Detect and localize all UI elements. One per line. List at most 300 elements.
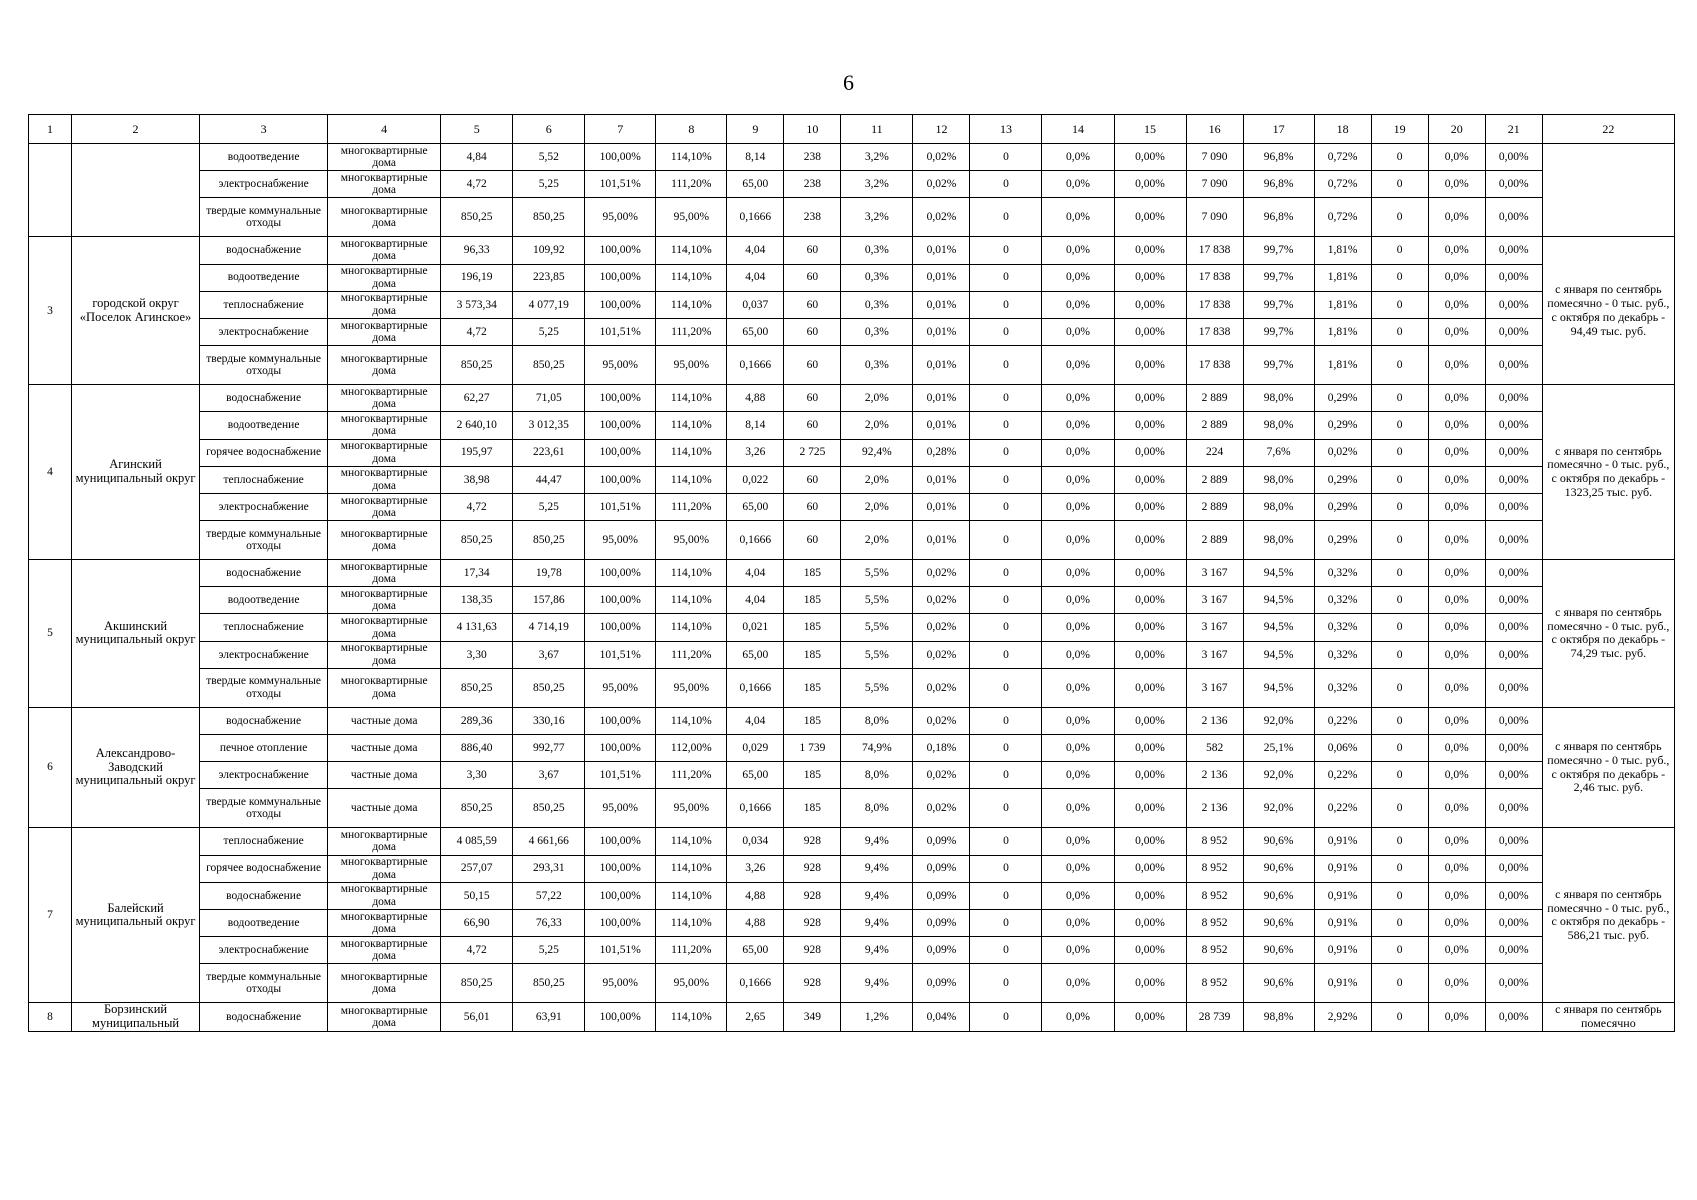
table-cell: 0,00%	[1485, 198, 1542, 237]
table-cell: 0	[970, 828, 1042, 855]
service-name: электроснабжение	[200, 493, 328, 520]
table-row	[29, 144, 1675, 171]
column-header: 14	[1042, 115, 1114, 144]
table-cell: 100,00%	[585, 707, 656, 734]
housing-type: частные дома	[328, 762, 441, 789]
table-cell: 0	[970, 882, 1042, 909]
row-number: 4	[29, 385, 72, 560]
table-cell: 92,0%	[1243, 762, 1314, 789]
table-cell: 65,00	[727, 937, 784, 964]
table-cell: 90,6%	[1243, 909, 1314, 936]
table-cell: 0,22%	[1314, 762, 1371, 789]
table-cell: 4,88	[727, 882, 784, 909]
table-cell: 0,0%	[1042, 668, 1114, 707]
table-row	[29, 668, 1675, 707]
table-cell: 0,0%	[1428, 762, 1485, 789]
municipality-name: Агинский муниципальный округ	[72, 385, 200, 560]
table-cell: 0	[1371, 789, 1428, 828]
table-cell: 0,0%	[1428, 855, 1485, 882]
table-cell: 0,91%	[1314, 909, 1371, 936]
table-row	[29, 641, 1675, 668]
table-cell: 0,01%	[913, 466, 970, 493]
column-header: 13	[970, 115, 1042, 144]
table-cell: 44,47	[513, 466, 585, 493]
municipality-name	[72, 144, 200, 237]
table-cell: 185	[784, 614, 841, 641]
table-cell: 63,91	[513, 1003, 585, 1032]
table-cell: 0,1666	[727, 521, 784, 560]
table-cell: 0,00%	[1485, 412, 1542, 439]
table-cell: 5,5%	[841, 587, 913, 614]
table-cell: 96,8%	[1243, 198, 1314, 237]
table-cell: 0,29%	[1314, 385, 1371, 412]
table-cell: 114,10%	[656, 439, 727, 466]
table-cell: 0,09%	[913, 937, 970, 964]
table-cell: 223,85	[513, 264, 585, 291]
table-cell: 0,02%	[913, 144, 970, 171]
table-cell: 98,0%	[1243, 521, 1314, 560]
table-cell: 0,0%	[1042, 198, 1114, 237]
table-cell: 0,01%	[913, 318, 970, 345]
housing-type: многоквартирные дома	[328, 668, 441, 707]
service-name: твердые коммунальные отходы	[200, 668, 328, 707]
housing-type: многоквартирные дома	[328, 909, 441, 936]
table-cell: 5,25	[513, 493, 585, 520]
table-cell: 0	[1371, 291, 1428, 318]
table-cell: 0,72%	[1314, 198, 1371, 237]
table-cell: 0	[1371, 668, 1428, 707]
table-cell: 0,1666	[727, 198, 784, 237]
table-cell: 0	[1371, 412, 1428, 439]
service-name: теплоснабжение	[200, 614, 328, 641]
table-cell: 17 838	[1186, 318, 1243, 345]
table-cell: 0,0%	[1428, 346, 1485, 385]
column-header: 10	[784, 115, 841, 144]
service-name: водоснабжение	[200, 707, 328, 734]
column-header: 2	[72, 115, 200, 144]
table-cell: 100,00%	[585, 412, 656, 439]
table-cell: 0,0%	[1428, 937, 1485, 964]
municipality-name: городской округ «Поселок Агинское»	[72, 237, 200, 385]
table-cell: 17 838	[1186, 291, 1243, 318]
table-cell: 0,0%	[1042, 291, 1114, 318]
table-cell: 1,81%	[1314, 264, 1371, 291]
table-cell: 0,00%	[1485, 909, 1542, 936]
table-cell: 0,0%	[1042, 789, 1114, 828]
service-name: твердые коммунальные отходы	[200, 198, 328, 237]
table-row	[29, 385, 1675, 412]
table-cell: 0,32%	[1314, 560, 1371, 587]
housing-type: частные дома	[328, 789, 441, 828]
table-cell: 330,16	[513, 707, 585, 734]
table-cell: 114,10%	[656, 909, 727, 936]
table-cell: 4 714,19	[513, 614, 585, 641]
table-cell: 109,92	[513, 237, 585, 264]
table-cell: 850,25	[441, 668, 513, 707]
table-cell: 65,00	[727, 318, 784, 345]
table-cell: 0,00%	[1114, 346, 1186, 385]
table-cell: 3 167	[1186, 668, 1243, 707]
column-header: 17	[1243, 115, 1314, 144]
table-cell: 25,1%	[1243, 735, 1314, 762]
table-cell: 92,0%	[1243, 789, 1314, 828]
table-cell: 224	[1186, 439, 1243, 466]
column-header: 8	[656, 115, 727, 144]
table-cell: 60	[784, 291, 841, 318]
housing-type: многоквартирные дома	[328, 614, 441, 641]
table-cell: 92,4%	[841, 439, 913, 466]
table-cell: 3 573,34	[441, 291, 513, 318]
table-cell: 0,00%	[1485, 855, 1542, 882]
table-row	[29, 735, 1675, 762]
housing-type: многоквартирные дома	[328, 828, 441, 855]
table-row	[29, 493, 1675, 520]
table-cell: 0	[1371, 882, 1428, 909]
table-cell: 100,00%	[585, 144, 656, 171]
table-cell: 0,0%	[1428, 237, 1485, 264]
column-header: 21	[1485, 115, 1542, 144]
table-row	[29, 855, 1675, 882]
column-header: 5	[441, 115, 513, 144]
table-cell: 111,20%	[656, 762, 727, 789]
table-cell: 8 952	[1186, 882, 1243, 909]
table-cell: 0,034	[727, 828, 784, 855]
table-row	[29, 291, 1675, 318]
table-row	[29, 439, 1675, 466]
table-cell: 0,0%	[1042, 412, 1114, 439]
table-cell: 992,77	[513, 735, 585, 762]
table-cell: 101,51%	[585, 493, 656, 520]
housing-type: многоквартирные дома	[328, 855, 441, 882]
table-cell: 92,0%	[1243, 707, 1314, 734]
table-cell: 0,00%	[1114, 291, 1186, 318]
table-cell: 238	[784, 144, 841, 171]
table-cell: 0,91%	[1314, 937, 1371, 964]
table-cell: 0,02%	[913, 707, 970, 734]
table-cell: 0	[970, 1003, 1042, 1032]
table-cell: 0	[1371, 937, 1428, 964]
column-header: 9	[727, 115, 784, 144]
table-cell: 0,01%	[913, 346, 970, 385]
table-row	[29, 171, 1675, 198]
table-cell: 928	[784, 882, 841, 909]
table-cell: 0,00%	[1114, 762, 1186, 789]
table-cell: 4 077,19	[513, 291, 585, 318]
table-cell: 0,00%	[1114, 937, 1186, 964]
table-cell: 238	[784, 198, 841, 237]
table-cell: 0	[970, 439, 1042, 466]
table-cell: 7,6%	[1243, 439, 1314, 466]
service-name: электроснабжение	[200, 171, 328, 198]
table-cell: 0,00%	[1485, 937, 1542, 964]
housing-type: частные дома	[328, 735, 441, 762]
table-cell: 0,00%	[1485, 707, 1542, 734]
table-cell: 0,0%	[1428, 614, 1485, 641]
table-cell: 8 952	[1186, 909, 1243, 936]
table-cell: 0,00%	[1485, 466, 1542, 493]
table-cell: 0,0%	[1042, 237, 1114, 264]
table-cell: 0,00%	[1485, 171, 1542, 198]
table-cell: 0,0%	[1042, 762, 1114, 789]
table-cell: 0,0%	[1428, 466, 1485, 493]
table-cell: 0	[970, 587, 1042, 614]
table-cell: 0,00%	[1114, 560, 1186, 587]
table-cell: 4,88	[727, 909, 784, 936]
table-cell: 0,09%	[913, 855, 970, 882]
table-cell: 0	[1371, 762, 1428, 789]
table-cell: 3,2%	[841, 198, 913, 237]
table-cell: 886,40	[441, 735, 513, 762]
table-cell: 0,18%	[913, 735, 970, 762]
column-header: 19	[1371, 115, 1428, 144]
table-cell: 60	[784, 318, 841, 345]
table-cell: 0,02%	[1314, 439, 1371, 466]
table-row	[29, 198, 1675, 237]
table-cell: 101,51%	[585, 641, 656, 668]
table-cell: 0,0%	[1428, 318, 1485, 345]
table-cell: 0,01%	[913, 521, 970, 560]
table-row	[29, 762, 1675, 789]
table-row	[29, 614, 1675, 641]
table-cell: 0,00%	[1114, 439, 1186, 466]
table-cell: 0,0%	[1042, 439, 1114, 466]
table-cell: 0,0%	[1042, 735, 1114, 762]
table-cell: 0,0%	[1428, 641, 1485, 668]
service-name: теплоснабжение	[200, 828, 328, 855]
table-cell: 0,32%	[1314, 641, 1371, 668]
table-cell: 0	[1371, 346, 1428, 385]
column-header: 6	[513, 115, 585, 144]
table-cell: 850,25	[513, 346, 585, 385]
housing-type: многоквартирные дома	[328, 641, 441, 668]
table-cell: 5,5%	[841, 614, 913, 641]
table-cell: 0,09%	[913, 909, 970, 936]
table-cell: 0,0%	[1042, 707, 1114, 734]
table-cell: 9,4%	[841, 964, 913, 1003]
housing-type: многоквартирные дома	[328, 493, 441, 520]
table-cell: 0	[970, 789, 1042, 828]
table-cell: 4,04	[727, 237, 784, 264]
table-cell: 3,26	[727, 439, 784, 466]
table-cell: 0,0%	[1428, 735, 1485, 762]
municipality-name: Александрово-Заводский муниципальный округ	[72, 707, 200, 828]
column-header: 18	[1314, 115, 1371, 144]
table-cell: 65,00	[727, 641, 784, 668]
table-cell: 0,09%	[913, 882, 970, 909]
table-cell: 0,91%	[1314, 964, 1371, 1003]
table-cell: 257,07	[441, 855, 513, 882]
table-cell: 0,3%	[841, 237, 913, 264]
table-cell: 5,52	[513, 144, 585, 171]
table-cell: 100,00%	[585, 614, 656, 641]
table-cell: 0,00%	[1114, 641, 1186, 668]
table-row	[29, 318, 1675, 345]
housing-type: многоквартирные дома	[328, 560, 441, 587]
table-cell: 0	[970, 909, 1042, 936]
service-name: водоснабжение	[200, 560, 328, 587]
service-name: печное отопление	[200, 735, 328, 762]
table-cell: 5,25	[513, 171, 585, 198]
table-cell: 62,27	[441, 385, 513, 412]
table-cell: 66,90	[441, 909, 513, 936]
table-cell: 111,20%	[656, 493, 727, 520]
table-cell: 0,0%	[1428, 144, 1485, 171]
table-cell: 5,25	[513, 937, 585, 964]
housing-type: многоквартирные дома	[328, 937, 441, 964]
table-cell: 0,0%	[1042, 882, 1114, 909]
table-cell: 349	[784, 1003, 841, 1032]
table-cell: 0,00%	[1485, 587, 1542, 614]
table-cell: 90,6%	[1243, 855, 1314, 882]
service-name: теплоснабжение	[200, 291, 328, 318]
table-cell: 850,25	[441, 198, 513, 237]
table-cell: 0,00%	[1485, 668, 1542, 707]
table-cell: 8,14	[727, 144, 784, 171]
table-cell: 0	[1371, 707, 1428, 734]
table-cell: 850,25	[513, 964, 585, 1003]
housing-type: многоквартирные дома	[328, 587, 441, 614]
table-cell: 0,00%	[1485, 291, 1542, 318]
table-cell: 0	[970, 560, 1042, 587]
table-cell: 7 090	[1186, 198, 1243, 237]
table-cell: 850,25	[513, 668, 585, 707]
row-number: 6	[29, 707, 72, 828]
table-row	[29, 1003, 1675, 1032]
table-cell: 19,78	[513, 560, 585, 587]
table-cell: 9,4%	[841, 937, 913, 964]
table-cell: 56,01	[441, 1003, 513, 1032]
table-cell: 0,00%	[1485, 641, 1542, 668]
column-header: 11	[841, 115, 913, 144]
table-cell: 4,84	[441, 144, 513, 171]
housing-type: многоквартирные дома	[328, 439, 441, 466]
table-cell: 0,00%	[1114, 735, 1186, 762]
header-row	[29, 115, 1675, 144]
table-cell: 0	[1371, 521, 1428, 560]
table-cell: 0,00%	[1114, 909, 1186, 936]
table-cell: 928	[784, 964, 841, 1003]
service-name: водоснабжение	[200, 1003, 328, 1032]
data-table	[28, 114, 1675, 1032]
table-cell: 0,22%	[1314, 707, 1371, 734]
table-cell: 60	[784, 346, 841, 385]
table-cell: 8,0%	[841, 789, 913, 828]
table-cell: 1,81%	[1314, 291, 1371, 318]
table-cell: 99,7%	[1243, 318, 1314, 345]
table-cell: 99,7%	[1243, 291, 1314, 318]
table-cell: 0,00%	[1114, 237, 1186, 264]
table-cell: 0	[1371, 439, 1428, 466]
table-cell: 2,0%	[841, 466, 913, 493]
table-cell: 0,0%	[1042, 346, 1114, 385]
table-cell: 0	[1371, 855, 1428, 882]
table-cell: 2,0%	[841, 412, 913, 439]
table-cell: 5,5%	[841, 560, 913, 587]
table-cell: 0	[970, 668, 1042, 707]
table-cell: 0,0%	[1042, 171, 1114, 198]
table-cell: 98,0%	[1243, 466, 1314, 493]
table-cell: 0,00%	[1114, 264, 1186, 291]
table-cell: 0,00%	[1485, 789, 1542, 828]
table-cell: 0	[1371, 641, 1428, 668]
housing-type: многоквартирные дома	[328, 264, 441, 291]
table-cell: 3,30	[441, 762, 513, 789]
table-cell: 0,29%	[1314, 412, 1371, 439]
table-cell: 100,00%	[585, 1003, 656, 1032]
table-cell: 1,2%	[841, 1003, 913, 1032]
table-cell: 114,10%	[656, 412, 727, 439]
table-cell: 114,10%	[656, 614, 727, 641]
table-cell: 0,04%	[913, 1003, 970, 1032]
table-cell: 0,72%	[1314, 144, 1371, 171]
table-cell: 0,00%	[1114, 412, 1186, 439]
column-header: 20	[1428, 115, 1485, 144]
table-cell: 0,00%	[1114, 171, 1186, 198]
table-cell: 100,00%	[585, 882, 656, 909]
table-cell: 0,0%	[1042, 614, 1114, 641]
table-cell: 2,92%	[1314, 1003, 1371, 1032]
service-name: горячее водоснабжение	[200, 439, 328, 466]
table-cell: 65,00	[727, 171, 784, 198]
table-cell: 0,0%	[1428, 412, 1485, 439]
table-cell: 3,67	[513, 641, 585, 668]
housing-type: многоквартирные дома	[328, 346, 441, 385]
table-cell: 157,86	[513, 587, 585, 614]
table-cell: 0,0%	[1042, 318, 1114, 345]
column-header: 7	[585, 115, 656, 144]
table-cell: 0	[970, 614, 1042, 641]
housing-type: многоквартирные дома	[328, 1003, 441, 1032]
table-cell: 0,09%	[913, 964, 970, 1003]
table-cell: 99,7%	[1243, 264, 1314, 291]
table-row	[29, 560, 1675, 587]
table-cell: 0,00%	[1485, 237, 1542, 264]
table-cell: 0	[1371, 466, 1428, 493]
table-cell: 2 136	[1186, 707, 1243, 734]
table-cell: 0,3%	[841, 346, 913, 385]
table-cell: 60	[784, 466, 841, 493]
table-row	[29, 828, 1675, 855]
table-cell: 0	[970, 964, 1042, 1003]
payment-note: с января по сентябрь помесячно	[1542, 1003, 1674, 1032]
table-cell: 0,0%	[1428, 964, 1485, 1003]
municipality-name: Акшинский муниципальный округ	[72, 560, 200, 708]
table-cell: 0	[970, 346, 1042, 385]
row-number	[29, 144, 72, 237]
row-number: 7	[29, 828, 72, 1003]
table-cell: 100,00%	[585, 291, 656, 318]
table-cell: 60	[784, 385, 841, 412]
table-cell: 0,22%	[1314, 789, 1371, 828]
table-cell: 0,0%	[1428, 493, 1485, 520]
table-cell: 0,0%	[1428, 198, 1485, 237]
table-cell: 0,00%	[1485, 144, 1542, 171]
table-cell: 0	[1371, 237, 1428, 264]
table-cell: 0	[970, 291, 1042, 318]
table-cell: 850,25	[513, 198, 585, 237]
table-cell: 0,0%	[1042, 641, 1114, 668]
table-cell: 0,91%	[1314, 882, 1371, 909]
table-cell: 100,00%	[585, 264, 656, 291]
table-cell: 0	[1371, 144, 1428, 171]
table-cell: 95,00%	[656, 521, 727, 560]
table-cell: 0,022	[727, 466, 784, 493]
table-cell: 2 640,10	[441, 412, 513, 439]
table-cell: 185	[784, 707, 841, 734]
table-cell: 0,00%	[1114, 668, 1186, 707]
table-cell: 0,0%	[1042, 144, 1114, 171]
table-row	[29, 237, 1675, 264]
